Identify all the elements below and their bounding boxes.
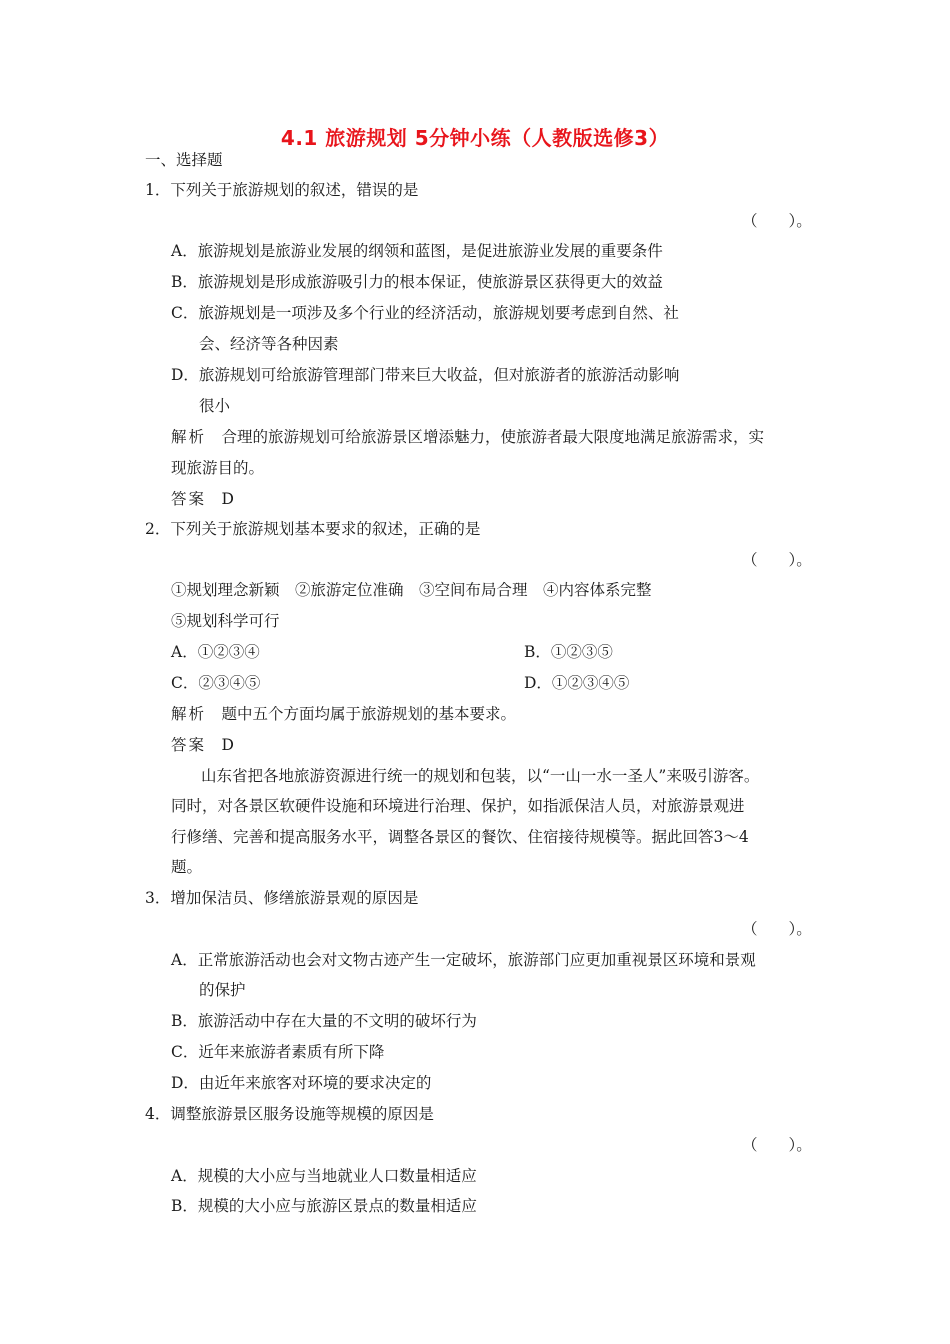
q1-analysis-cont: 现旅游目的。 [171,459,265,477]
q4-answer-blank: （ ）。 [742,1136,812,1154]
q1-analysis [171,427,764,447]
q2-option-a: A．①②③④ [171,643,260,661]
q3-stem: 3．增加保洁员、修缮旅游景观的原因是 [145,889,419,907]
q2-stem: 2．下列关于旅游规划基本要求的叙述，正确的是 [145,520,481,538]
q3-option-c: C．近年来旅游者素质有所下降 [171,1043,385,1061]
passage-line: 同时，对各景区软硬件设施和环境进行治理、保护，如指派保洁人员，对旅游景观进 [171,797,745,815]
analysis-label: 解析 [171,428,207,446]
q4-stem: 4．调整旅游景区服务设施等规模的原因是 [145,1105,434,1123]
q2-option-c: C．②③④⑤ [171,674,261,692]
q2-answer-value: D [221,736,234,754]
q2-option-d: D．①②③④⑤ [524,674,630,692]
q2-answer-blank: （ ）。 [742,551,812,569]
q2-answer [171,735,234,755]
q1-option-d-cont: 很小 [199,397,231,415]
q3-answer-blank: （ ）。 [742,920,812,938]
answer-label: 答案 [171,490,207,508]
q1-option-d: D．旅游规划可给旅游管理部门带来巨大收益，但对旅游者的旅游活动影响 [171,366,680,384]
q1-option-c: C．旅游规划是一项涉及多个行业的经济活动，旅游规划要考虑到自然、社 [171,304,679,322]
q1-answer-value: D [221,490,234,508]
q1-stem: 1．下列关于旅游规划的叙述，错误的是 [145,181,419,199]
passage-line: 山东省把各地旅游资源进行统一的规划和包装，以“一山一水一圣人”来吸引游客。 [201,767,760,785]
page-title: 4.1 旅游规划 5分钟小练（人教版选修3） [280,126,670,150]
q3-option-a: A．正常旅游活动也会对文物古迹产生一定破坏，旅游部门应更加重视景区环境和景观 [171,951,756,969]
q1-option-a: A．旅游规划是旅游业发展的纲领和蓝图，是促进旅游业发展的重要条件 [171,242,663,260]
q2-analysis-text: 题中五个方面均属于旅游规划的基本要求。 [221,705,517,723]
q3-option-a-cont: 的保护 [199,981,246,999]
q1-option-c-cont: 会、经济等各种因素 [199,335,339,353]
q3-option-d: D．由近年来旅客对环境的要求决定的 [171,1074,432,1092]
answer-label: 答案 [171,736,207,754]
q2-option-b: B．①②③⑤ [524,643,613,661]
passage-line: 题。 [171,858,203,876]
q3-option-b: B．旅游活动中存在大量的不文明的破坏行为 [171,1012,477,1030]
q2-analysis [171,704,516,724]
q4-option-b: B．规模的大小应与旅游区景点的数量相适应 [171,1197,477,1215]
q2-items: ①规划理念新颖 ②旅游定位准确 ③空间布局合理 ④内容体系完整 [171,581,652,599]
q1-answer [171,489,234,509]
q4-option-a: A．规模的大小应与当地就业人口数量相适应 [171,1167,477,1185]
q1-option-b: B．旅游规划是形成旅游吸引力的根本保证，使旅游景区获得更大的效益 [171,273,663,291]
passage-line: 行修缮、完善和提高服务水平，调整各景区的餐饮、住宿接待规模等。据此回答3～4 [171,828,749,846]
analysis-label: 解析 [171,705,207,723]
q1-analysis-text: 合理的旅游规划可给旅游景区增添魅力，使旅游者最大限度地满足旅游需求，实 [221,428,765,446]
q2-items-cont: ⑤规划科学可行 [171,612,280,630]
section-heading: 一、选择题 [145,151,223,169]
q1-answer-blank: （ ）。 [742,212,812,230]
